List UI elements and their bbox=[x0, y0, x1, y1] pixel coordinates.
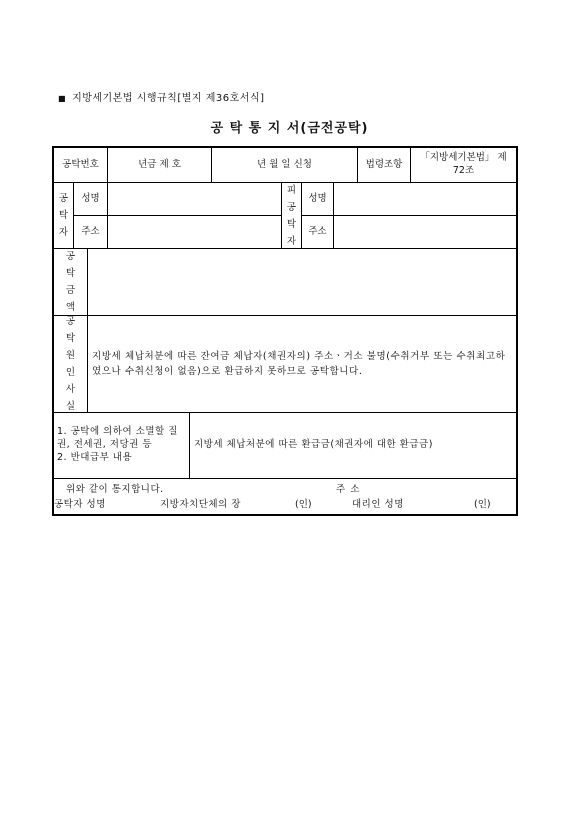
depositor-address-label: 주소 bbox=[74, 216, 108, 249]
statute-value: 「지방세기본법」 제72조 bbox=[411, 148, 516, 183]
form-reference bbox=[58, 89, 265, 104]
extinguished-rights-value: 지방세 체납처분에 따른 환급금(채권자에 대한 환급금) bbox=[190, 413, 516, 479]
depositee-label-char: 탁 bbox=[286, 218, 297, 230]
extinguished-item-2: 2. 반대급부 내용 bbox=[57, 451, 133, 463]
depositee-name-label: 성명 bbox=[302, 183, 334, 216]
signature-section bbox=[54, 479, 516, 514]
notice-text: 위와 같이 통지합니다. bbox=[66, 484, 164, 495]
extinguished-rights-label bbox=[54, 413, 190, 479]
depositor-address-field[interactable] bbox=[108, 216, 282, 249]
reason-label-char: 공 bbox=[65, 316, 76, 327]
depositee-label-char: 자 bbox=[286, 235, 297, 247]
reason-label-char: 탁 bbox=[65, 333, 76, 344]
local-government-head-label: 지방자치단체의 장 bbox=[160, 499, 241, 510]
depositee-label-char: 공 bbox=[286, 201, 297, 213]
deposit-number-value[interactable]: 년금 제 호 bbox=[108, 148, 212, 183]
amount-label-char: 금 bbox=[65, 285, 76, 296]
depositee-label bbox=[282, 183, 302, 249]
deposit-amount-field[interactable] bbox=[88, 249, 516, 316]
amount-label-char: 액 bbox=[65, 302, 76, 313]
reason-label-char: 원 bbox=[65, 350, 76, 361]
square-bullet-icon: ■ bbox=[58, 94, 67, 103]
application-date[interactable]: 년 월 일 신청 bbox=[212, 148, 358, 183]
statute-label: 법령조항 bbox=[358, 148, 411, 183]
form-reference-text: 지방세기본법 시행규칙[별지 제36호서식] bbox=[72, 93, 265, 104]
depositor-name-field[interactable] bbox=[108, 183, 282, 216]
depositor-label-char: 공 bbox=[58, 193, 69, 204]
depositee-name-field[interactable] bbox=[334, 183, 516, 216]
depositor-label bbox=[54, 183, 74, 249]
seal-mark-1: (인) bbox=[295, 499, 312, 510]
depositor-label-char: 탁 bbox=[58, 210, 69, 221]
deposit-reason-label bbox=[54, 316, 88, 413]
depositee-address-field[interactable] bbox=[334, 216, 516, 249]
amount-label-char: 공 bbox=[65, 251, 76, 262]
address-label: 주 소 bbox=[336, 484, 361, 495]
depositor-name-label: 성명 bbox=[74, 183, 108, 216]
depositee-label-char: 피 bbox=[286, 184, 297, 196]
depositee-address-label: 주소 bbox=[302, 216, 334, 249]
deposit-number-label: 공탁번호 bbox=[54, 148, 108, 183]
agent-name-label: 대리인 성명 bbox=[352, 499, 404, 510]
deposit-amount-label bbox=[54, 249, 88, 316]
seal-mark-2: (인) bbox=[474, 499, 491, 510]
extinguished-item-1: 1. 공탁에 의하여 소멸할 질권, 전세권, 저당권 등 bbox=[57, 426, 178, 451]
document-title: 공 탁 통 지 서(금전공탁) bbox=[210, 121, 369, 136]
amount-label-char: 탁 bbox=[65, 268, 76, 279]
reason-label-char: 사 bbox=[65, 384, 76, 395]
deposit-reason-text: 지방세 체납처분에 따른 잔여금 체납자(채권자의) 주소ㆍ거소 불명(수취거부 또는 수취최고하였으나 수취신청이 없음)으로 환급하지 못하므로 공탁합니다. bbox=[88, 316, 516, 413]
reason-label-char: 실 bbox=[65, 401, 76, 412]
depositor-name-footer-label: 공탁자 성명 bbox=[54, 499, 106, 510]
reason-label-char: 인 bbox=[65, 367, 76, 378]
depositor-label-char: 자 bbox=[58, 227, 69, 238]
deposit-notice-form bbox=[52, 146, 518, 516]
